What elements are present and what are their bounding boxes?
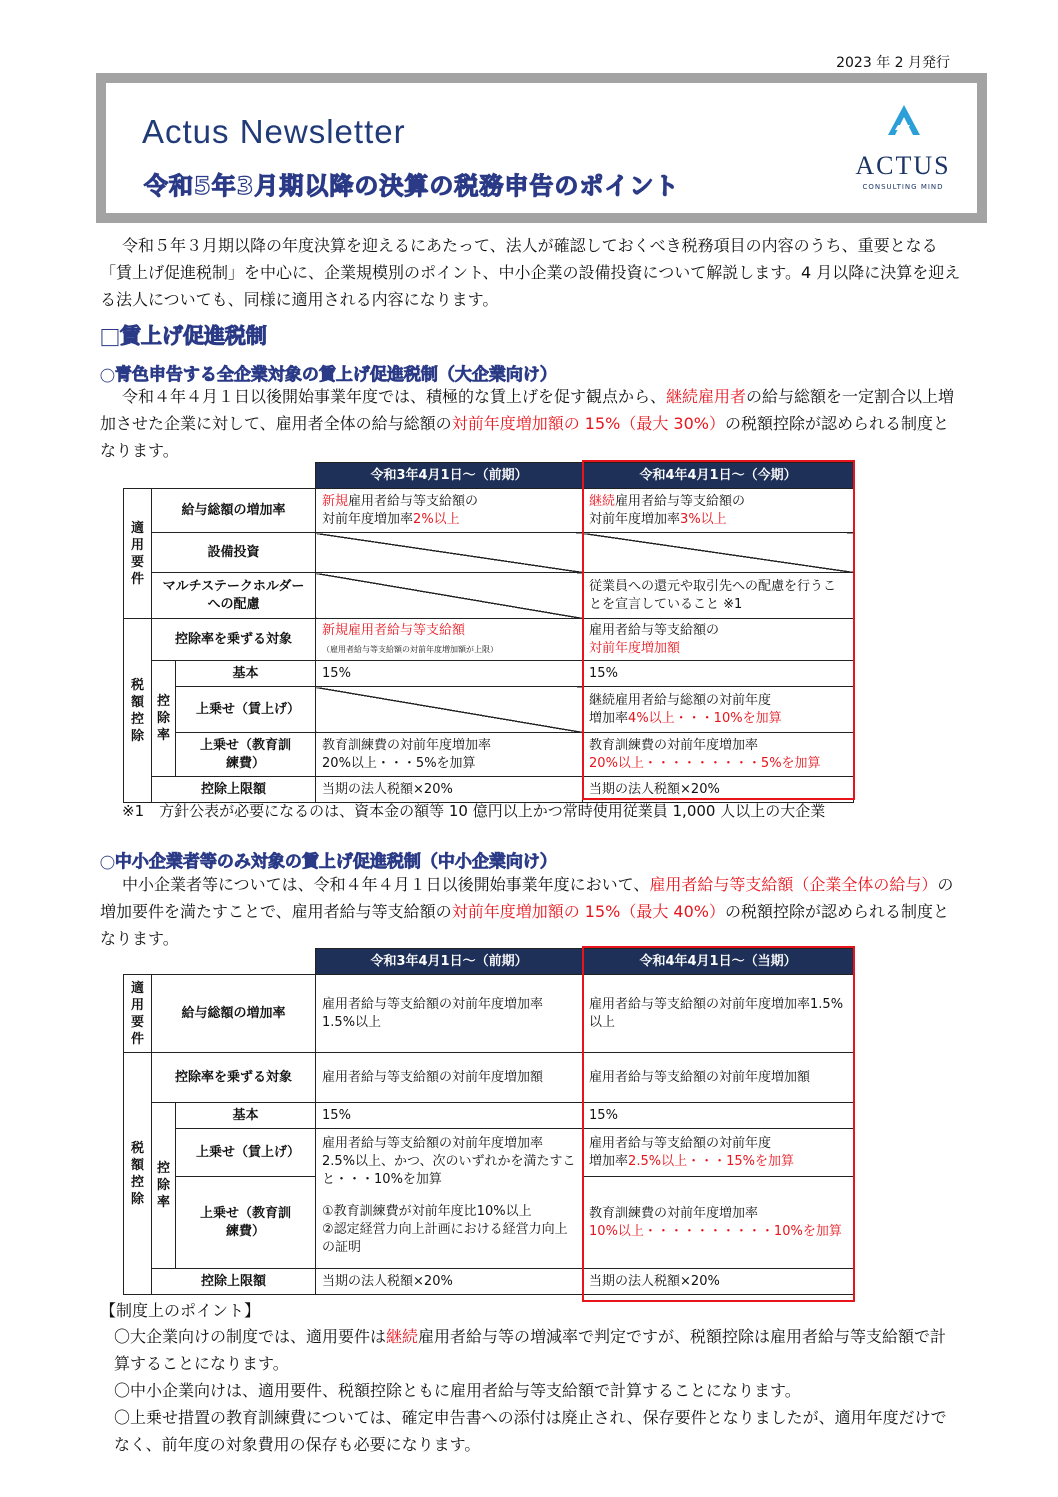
newsletter-header: [96, 73, 987, 223]
group-label-kojoritsu: 控除率: [152, 661, 176, 777]
table-cell: 15%: [583, 1103, 854, 1129]
table-cell: 雇用者給与等支給額の対前年度増加率2.5%以上、かつ、次のいずれかを満たすこと・・・10%を加算 ①教育訓練費が対前年度比10%以上 ②認定経営力向上計画における経営力向上の証明: [316, 1129, 583, 1269]
row-label: 控除率を乗ずる対象: [152, 1053, 316, 1103]
highlight-text: 対前年度増加額の 15%（最大 30%）: [451, 414, 725, 433]
table-cell: 新規雇用者給与等支給額 （雇用者給与等支給額の対前年度増加額が上限）: [316, 619, 583, 661]
table-cell: 15%: [316, 661, 583, 687]
text-span: の税額控除が認められる制度となります。: [100, 414, 950, 460]
table-cell: 教育訓練費の対前年度増加率 20%以上・・・5%を加算: [316, 733, 583, 777]
table-cell: 従業員への還元や取引先への配慮を行うことを宣言していること ※1: [583, 573, 854, 619]
table-cell: 雇用者給与等支給額の対前年度 増加率2.5%以上・・・15%を加算: [583, 1129, 854, 1177]
group-label-zeigaku: 税額控除: [124, 619, 152, 803]
points-title: 【制度上のポイント】: [100, 1301, 261, 1320]
col-header-curr: 令和4年4月1日～（当期）: [583, 949, 854, 975]
actus-logo: [848, 101, 958, 206]
footnote: ※1 方針公表が必要になるのは、資本金の額等 10 億円以上かつ常時使用従業員 1,000 人以上の大企業: [122, 802, 826, 820]
table-cell: 新規雇用者給与等支給額の 対前年度増加率2%以上: [316, 489, 583, 533]
group-label-tekiyo: 適用要件: [124, 489, 152, 619]
highlight-text: 雇用者給与等支給額（企業全体の給与）: [649, 875, 938, 894]
table-cell: 雇用者給与等支給額の対前年度増加額: [316, 1053, 583, 1103]
text-span: 令和４年４月１日以後開始事業年度では、積極的な賃上げを促す観点から、: [122, 387, 667, 406]
blank-cell: [124, 463, 316, 489]
row-label: 基本: [176, 1103, 316, 1129]
small-company-paragraph: [100, 871, 962, 952]
section-title: ■賃上げ促進税制: [100, 324, 267, 348]
table-cell: 教育訓練費の対前年度増加率 20%以上・・・・・・・・・5%を加算: [583, 733, 854, 777]
table-cell: 15%: [583, 661, 854, 687]
table-cell: 当期の法人税額×20%: [583, 1269, 854, 1295]
row-label: 上乗せ（賃上げ）: [176, 687, 316, 733]
issue-date: 2023 年 2 月発行: [836, 55, 950, 71]
table-cell: 雇用者給与等支給額の対前年度増加率1.5%以上: [316, 975, 583, 1053]
row-label: 控除上限額: [152, 1269, 316, 1295]
table-cell: 雇用者給与等支給額の対前年度増加率1.5%以上: [583, 975, 854, 1053]
row-label: 給与総額の増加率: [152, 975, 316, 1053]
text-span: の増加要件を満たすことで、雇用者給与等支給額の: [100, 875, 954, 921]
text-span: の給与総額を一定割合以上増加させた企業に対して、雇用者全体の給与総額の: [100, 387, 955, 433]
group-label-zeigaku: 税額控除: [124, 1053, 152, 1295]
large-company-heading: ●青色申告する全企業対象の賃上げ促進税制（大企業向け）: [100, 365, 557, 385]
point-item: 〇上乗せ措置の教育訓練費については、確定申告書への添付は廃止され、保存要件となりましたが、適用年度だけでなく、前年度の対象費用の保存も必要になります。: [114, 1408, 947, 1454]
small-company-heading: ●中小企業者等のみ対象の賃上げ促進税制（中小企業向け）: [100, 852, 557, 872]
group-label-tekiyo: 適用要件: [124, 975, 152, 1053]
newsletter-title: Actus Newsletter: [142, 113, 406, 150]
point-item: 〇大企業向けの制度では、適用要件は継続雇用者給与等の増減率で判定ですが、税額控除は雇用者給与等支給額で計算することになります。: [114, 1327, 947, 1373]
logo-tagline: CONSULTING MIND: [862, 183, 944, 191]
table-cell: 当期の法人税額×20%: [316, 777, 583, 803]
empty-cell: [316, 687, 583, 733]
text-span: 中小企業者等については、令和４年４月１日以後開始事業年度において、: [122, 875, 650, 894]
row-label: 上乗せ（教育訓練費）: [176, 1177, 316, 1269]
row-label: 控除上限額: [152, 777, 316, 803]
table-cell: 継続雇用者給与総額の対前年度 増加率4%以上・・・10%を加算: [583, 687, 854, 733]
row-label: 基本: [176, 661, 316, 687]
row-label: 設備投資: [152, 533, 316, 573]
intro-paragraph: 令和５年３月期以降の年度決算を迎えるにあたって、法人が確認しておくべき税務項目の内容のうち、重要となる「賃上げ促進税制」を中心に、企業規模別のポイント、中小企業の設備投資について解説します。4 月以降に決算を迎える法人についても、同様に適用される内容になります。: [100, 236, 961, 309]
empty-cell: [316, 573, 583, 619]
logo-a-icon: [884, 103, 924, 137]
table-cell: 当期の法人税額×20%: [316, 1269, 583, 1295]
current-period-highlight: [582, 946, 855, 1302]
table-cell: 当期の法人税額×20%: [583, 777, 854, 803]
col-header-curr: 令和4年4月1日～（今期）: [583, 463, 854, 489]
row-label: 給与総額の増加率: [152, 489, 316, 533]
blank-cell: [124, 949, 316, 975]
table-cell: 15%: [316, 1103, 583, 1129]
row-label: マルチステークホルダーへの配慮: [152, 573, 316, 619]
col-header-prev: 令和3年4月1日～（前期）: [316, 949, 583, 975]
row-label: 控除率を乗ずる対象: [152, 619, 316, 661]
col-header-prev: 令和3年4月1日～（前期）: [316, 463, 583, 489]
table-cell: 教育訓練費の対前年度増加率 10%以上・・・・・・・・・・10%を加算: [583, 1177, 854, 1269]
row-label: 上乗せ（教育訓練費）: [176, 733, 316, 777]
row-label: 上乗せ（賃上げ）: [176, 1129, 316, 1177]
empty-cell: [316, 533, 583, 573]
table-cell: 雇用者給与等支給額の対前年度増加額: [583, 1053, 854, 1103]
group-label-kojoritsu: 控除率: [152, 1103, 176, 1269]
table-cell: 雇用者給与等支給額の 対前年度増加額: [583, 619, 854, 661]
logo-text: ACTUS: [855, 151, 951, 180]
newsletter-subtitle: 令和5年3月期以降の決算の税務申告のポイント: [144, 172, 680, 200]
current-period-highlight: [582, 460, 855, 800]
point-item: 〇中小企業向けは、適用要件、税額控除ともに雇用者給与等支給額で計算することになります。: [114, 1381, 801, 1400]
text-span: の税額控除が認められる制度となります。: [100, 902, 950, 948]
table-cell: 継続雇用者給与等支給額の 対前年度増加率3%以上: [583, 489, 854, 533]
large-company-paragraph: [100, 383, 962, 464]
highlight-text: 継続雇用者: [666, 387, 747, 406]
highlight-text: 対前年度増加額の 15%（最大 40%）: [451, 902, 725, 921]
